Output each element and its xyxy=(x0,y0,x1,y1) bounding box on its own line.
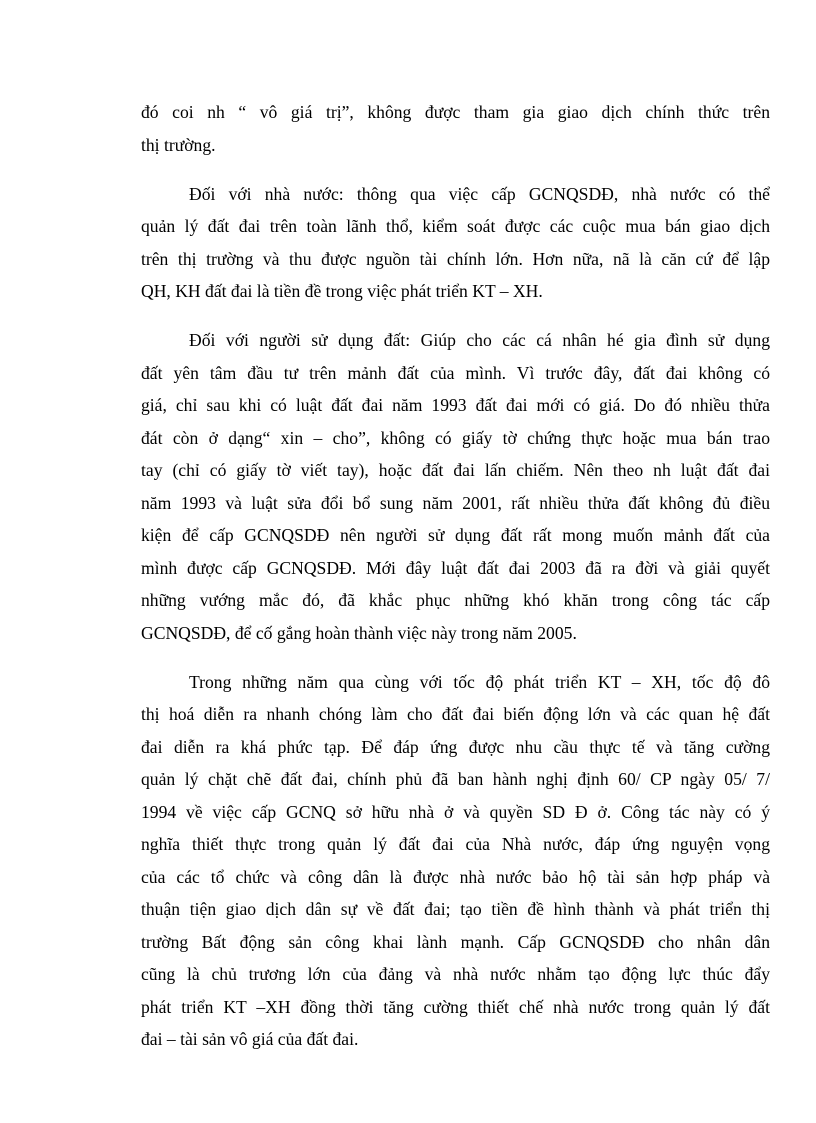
text-line: giá, chỉ sau khi có luật đất đai năm 1993 đất đai mới có giá. Do đó nhiều thửa xyxy=(141,395,770,415)
text-line: trên thị trường và thu được nguồn tài chính lớn. Hơn nữa, nã là căn cứ để lập xyxy=(141,248,770,269)
text-line: thuận tiện giao dịch dân sự về đất đai; tạo tiền đề hình thành và phát triển thị xyxy=(141,899,770,919)
text-line: GCNQSDĐ, để cố gắng hoàn thành việc này trong năm 2005. xyxy=(141,622,577,643)
text-line: nghĩa thiết thực trong quản lý đất đai của Nhà nước, đáp ứng nguyện vọng xyxy=(141,834,770,854)
paragraph-3 xyxy=(141,324,770,649)
text-line: trường Bất động sản công khai lành mạnh. Cấp GCNQSDĐ cho nhân dân xyxy=(141,931,770,952)
text-line: những vướng mắc đó, đã khắc phục những khó khăn trong công tác cấp xyxy=(141,590,770,610)
text-line: cũng là chủ trương lớn của đảng và nhà nước nhằm tạo động lực thúc đẩy xyxy=(141,964,770,984)
paragraph-4 xyxy=(141,666,770,1056)
text-line: Đối với người sử dụng đất: Giúp cho các cá nhân hé gia đình sử dụng xyxy=(189,330,770,350)
text-line: của các tổ chức và công dân là được nhà nước bảo hộ tài sản hợp pháp và xyxy=(141,866,770,887)
text-line: Trong những năm qua cùng với tốc độ phát triển KT – XH, tốc độ đô xyxy=(189,671,770,692)
text-line: đó coi nh “ vô giá trị”, không được tham gia giao dịch chính thức trên xyxy=(141,102,770,122)
text-line: đai – tài sản vô giá của đất đai. xyxy=(141,1029,359,1049)
document-body xyxy=(141,96,770,1072)
text-line: đất yên tâm đầu tư trên mảnh đất của mình. Vì trước đây, đất đai không có xyxy=(141,362,770,383)
text-line: đai diễn ra khá phức tạp. Để đáp ứng được nhu cầu thực tế và tăng cường xyxy=(141,736,770,757)
text-line: năm 1993 và luật sửa đổi bổ sung năm 2001, rất nhiều thửa đất không đủ điều xyxy=(141,492,770,513)
text-line: quản lý đất đai trên toàn lãnh thổ, kiểm soát được các cuộc mua bán giao dịch xyxy=(141,216,770,236)
text-line: thị hoá diễn ra nhanh chóng làm cho đất đai biến động lớn và các quan hệ đất xyxy=(141,704,770,724)
text-line: thị trường. xyxy=(141,134,216,155)
text-line: 1994 về việc cấp GCNQ sở hữu nhà ở và quyền SD Đ ở. Công tác này có ý xyxy=(141,801,770,822)
paragraph-1 xyxy=(141,96,770,161)
text-line: mình được cấp GCNQSDĐ. Mới đây luật đất đai 2003 đã ra đời và giải quyết xyxy=(141,557,770,578)
text-line: phát triển KT –XH đồng thời tăng cường thiết chế nhà nước trong quản lý đất xyxy=(141,996,770,1017)
text-line: QH, KH đất đai là tiền đề trong việc phát triển KT – XH. xyxy=(141,281,543,301)
paragraph-2 xyxy=(141,178,770,308)
text-line: tay (chỉ có giấy tờ viết tay), hoặc đất đai lấn chiếm. Nên theo nh luật đất đai xyxy=(141,460,770,480)
text-line: đát còn ở dạng“ xin – cho”, không có giấy tờ chứng thực hoặc mua bán trao xyxy=(141,427,770,448)
text-line: Đối với nhà nước: thông qua việc cấp GCNQSDĐ, nhà nước có thể xyxy=(189,183,770,204)
text-line: quản lý chặt chẽ đất đai, chính phủ đã ban hành nghị định 60/ CP ngày 05/ 7/ xyxy=(141,769,770,789)
text-line: kiện để cấp GCNQSDĐ nên người sử dụng đất rất mong muốn mảnh đất của xyxy=(141,525,770,545)
